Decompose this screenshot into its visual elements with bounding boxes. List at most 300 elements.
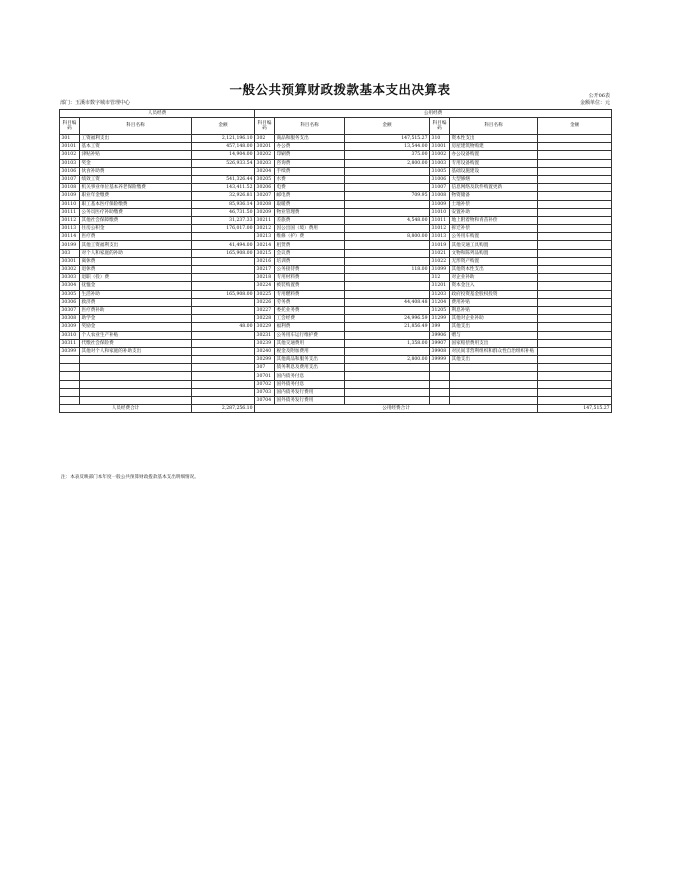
cell-name: 土地补偿 (450, 200, 538, 208)
cell-amount (538, 233, 612, 241)
cell-code (60, 364, 80, 372)
cell-amount (192, 397, 255, 405)
cell-name: 水费 (275, 175, 345, 183)
cell-name: 公务用车运行维护费 (275, 331, 345, 339)
cell-name: 公务接待费 (275, 266, 345, 274)
cell-code: 30113 (60, 225, 80, 233)
cell-code: 30114 (60, 233, 80, 241)
cell-name: 退休费 (80, 266, 192, 274)
cell-name: 职工基本医疗保险缴费 (80, 200, 192, 208)
cell-name: 劳务费 (275, 298, 345, 306)
cell-code: 30109 (60, 192, 80, 200)
cell-amount (345, 200, 430, 208)
cell-amount (345, 184, 430, 192)
cell-amount: 118.00 (345, 266, 430, 274)
cell-name: 津贴补贴 (80, 151, 192, 159)
cell-code: 31021 (430, 249, 450, 257)
cell-amount (538, 347, 612, 355)
cell-name: 代缴社会保险费 (80, 339, 192, 347)
cell-code: 30231 (255, 331, 275, 339)
table-row (60, 143, 612, 151)
cell-code: 30225 (255, 290, 275, 298)
cell-code: 30310 (60, 331, 80, 339)
table-row (60, 257, 612, 265)
cell-amount (345, 380, 430, 388)
cell-amount (538, 200, 612, 208)
cell-name: 专用设备购置 (450, 159, 538, 167)
table-row (60, 151, 612, 159)
cell-name (450, 380, 538, 388)
cell-amount (538, 175, 612, 183)
cell-amount (192, 388, 255, 396)
cell-amount: 85,936.14 (192, 200, 255, 208)
cell-name: 抚恤金 (80, 282, 192, 290)
cell-name: 大型修缮 (450, 175, 538, 183)
cell-code: 302 (255, 135, 275, 143)
cell-code (430, 372, 450, 380)
cell-amount (538, 257, 612, 265)
cell-amount (538, 290, 612, 298)
cell-code: 310 (430, 135, 450, 143)
col-header-code: 科目编码 (430, 118, 450, 135)
cell-name (80, 364, 192, 372)
cell-amount (345, 397, 430, 405)
cell-name: 其他商品和服务支出 (275, 356, 345, 364)
cell-name (80, 388, 192, 396)
cell-amount (345, 388, 430, 396)
cell-name: 其他对个人和家庭的补助支出 (80, 347, 192, 355)
cell-amount (538, 331, 612, 339)
cell-name: 利息补贴 (450, 306, 538, 314)
cell-amount (345, 364, 430, 372)
unit-label: 金额单位：元 (579, 100, 610, 106)
cell-code: 39908 (430, 347, 450, 355)
col-header-amount: 金额 (192, 118, 255, 135)
cell-name: 奖励金 (80, 323, 192, 331)
table-row (60, 356, 612, 364)
cell-code: 30239 (255, 339, 275, 347)
cell-name: 政府投资基金股权投资 (450, 290, 538, 298)
cell-amount (192, 356, 255, 364)
cell-code: 31019 (430, 241, 450, 249)
cell-code (430, 380, 450, 388)
table-row (60, 290, 612, 298)
cell-name: 税金及附加费用 (275, 347, 345, 355)
cell-code: 30214 (255, 241, 275, 249)
cell-name: 被装购置费 (275, 282, 345, 290)
cell-name: 物业管理费 (275, 208, 345, 216)
cell-name: 其他交通费用 (275, 339, 345, 347)
cell-code: 39907 (430, 339, 450, 347)
cell-name: 房屋建筑物购建 (450, 143, 538, 151)
cell-name (80, 380, 192, 388)
cell-code: 30199 (60, 241, 80, 249)
cell-code: 31007 (430, 184, 450, 192)
cell-code (60, 397, 80, 405)
cell-code: 30204 (255, 167, 275, 175)
cell-code: 30704 (255, 397, 275, 405)
table-row (60, 192, 612, 200)
cell-amount: 8,800.00 (345, 233, 430, 241)
cell-name: 医疗费补助 (80, 306, 192, 314)
cell-name: 其他工资福利支出 (80, 241, 192, 249)
cell-amount (538, 167, 612, 175)
cell-amount (538, 388, 612, 396)
cell-amount (192, 298, 255, 306)
cell-amount (345, 372, 430, 380)
cell-code: 301 (60, 135, 80, 143)
cell-code: 312 (430, 274, 450, 282)
cell-amount (538, 298, 612, 306)
cell-amount: 31,237.33 (192, 216, 255, 224)
cell-name: 退职（役）费 (80, 274, 192, 282)
cell-amount (192, 282, 255, 290)
cell-name: 邮电费 (275, 192, 345, 200)
cell-name (450, 388, 538, 396)
cell-name: 对民间非营利组织和群众性自治组织补贴 (450, 347, 538, 355)
cell-code: 31001 (430, 143, 450, 151)
cell-code: 30106 (60, 167, 80, 175)
cell-name: 基础设施建设 (450, 167, 538, 175)
cell-amount (345, 175, 430, 183)
cell-amount: 4,548.00 (345, 216, 430, 224)
cell-code: 31006 (430, 175, 450, 183)
cell-code: 30307 (60, 306, 80, 314)
cell-amount (538, 323, 612, 331)
cell-code: 31005 (430, 167, 450, 175)
header-row-groups (60, 110, 612, 118)
cell-name: 机关事业单位基本养老保险缴费 (80, 184, 192, 192)
cell-code: 31013 (430, 233, 450, 241)
cell-amount (538, 208, 612, 216)
cell-amount (345, 208, 430, 216)
cell-amount (538, 192, 612, 200)
cell-name: 文物和陈列品购置 (450, 249, 538, 257)
cell-name: 工会经费 (275, 315, 345, 323)
cell-code: 30203 (255, 159, 275, 167)
cell-name: 专用材料费 (275, 274, 345, 282)
cell-name: 无形资产购置 (450, 257, 538, 265)
cell-name: 维修（护）费 (275, 233, 345, 241)
cell-name: 对企业补助 (450, 274, 538, 282)
cell-amount (345, 167, 430, 175)
cell-amount (192, 372, 255, 380)
cell-name: 地上附着物和青苗补偿 (450, 216, 538, 224)
cell-name: 办公费 (275, 143, 345, 151)
cell-code: 30306 (60, 298, 80, 306)
cell-name: 其他交通工具购置 (450, 241, 538, 249)
cell-name: 咨询费 (275, 159, 345, 167)
cell-amount: 13,544.00 (345, 143, 430, 151)
cell-name: 国内债务付息 (275, 372, 345, 380)
footnote: 注：本表反映部门本年度一般公共预算财政拨款基本支出明细情况。 (61, 475, 199, 480)
totals-row (60, 405, 612, 413)
cell-amount: 14,904.00 (192, 151, 255, 159)
cell-name: 债务利息及费用支出 (275, 364, 345, 372)
cell-name: 费用补贴 (450, 298, 538, 306)
cell-amount: 541,326.44 (192, 175, 255, 183)
cell-code: 30308 (60, 315, 80, 323)
cell-code: 30202 (255, 151, 275, 159)
cell-code: 31008 (430, 192, 450, 200)
table-row (60, 274, 612, 282)
cell-name: 生活补助 (80, 290, 192, 298)
cell-code (430, 364, 450, 372)
cell-name: 专用燃料费 (275, 290, 345, 298)
cell-name: 因公出国（境）费用 (275, 225, 345, 233)
cell-amount: 165,908.00 (192, 290, 255, 298)
cell-amount (192, 364, 255, 372)
cell-amount (538, 249, 612, 257)
cell-name (80, 397, 192, 405)
cell-name: 信息网络及软件购置更新 (450, 184, 538, 192)
cell-name: 福利费 (275, 323, 345, 331)
cell-code: 39999 (430, 356, 450, 364)
cell-code: 30240 (255, 347, 275, 355)
cell-code: 30206 (255, 184, 275, 192)
cell-name: 其他支出 (450, 356, 538, 364)
col-header-amount: 金额 (345, 118, 430, 135)
cell-name (450, 372, 538, 380)
col-header-name: 科目名称 (450, 118, 538, 135)
cell-amount: 526,933.54 (192, 159, 255, 167)
cell-amount: 375.00 (345, 151, 430, 159)
table-row (60, 135, 612, 143)
cell-amount (192, 233, 255, 241)
cell-amount (538, 216, 612, 224)
cell-code: 30209 (255, 208, 275, 216)
table-row (60, 241, 612, 249)
cell-amount: 457,148.00 (192, 143, 255, 151)
cell-name: 奖金 (80, 159, 192, 167)
cell-amount (538, 266, 612, 274)
cell-amount (192, 257, 255, 265)
header-row-columns (60, 118, 612, 135)
cell-name: 助学金 (80, 315, 192, 323)
cell-code (430, 388, 450, 396)
cell-code: 30201 (255, 143, 275, 151)
cell-amount: 2,800.00 (345, 356, 430, 364)
cell-amount: 2,121,196.10 (192, 135, 255, 143)
cell-code (60, 380, 80, 388)
cell-name: 国外债务付息 (275, 380, 345, 388)
cell-code: 31205 (430, 306, 450, 314)
cell-code: 30110 (60, 200, 80, 208)
public-group-header: 公用经费 (255, 110, 612, 118)
table-row (60, 298, 612, 306)
report-title: 一般公共预算财政拨款基本支出决算表 (229, 82, 451, 97)
table-row (60, 380, 612, 388)
cell-name: 资本性支出 (450, 135, 538, 143)
cell-name: 委托业务费 (275, 306, 345, 314)
cell-name: 离休费 (80, 257, 192, 265)
cell-code (60, 388, 80, 396)
cell-amount (192, 167, 255, 175)
cell-code: 303 (60, 249, 80, 257)
form-code: 公开06表 (588, 93, 610, 99)
cell-amount (538, 225, 612, 233)
cell-code: 30302 (60, 266, 80, 274)
cell-code: 30305 (60, 290, 80, 298)
table-row (60, 167, 612, 175)
cell-name: 手续费 (275, 167, 345, 175)
cell-name: 商品和服务支出 (275, 135, 345, 143)
cell-code: 30226 (255, 298, 275, 306)
cell-amount (538, 274, 612, 282)
cell-amount: 709.95 (345, 192, 430, 200)
cell-code: 31201 (430, 282, 450, 290)
table-row (60, 347, 612, 355)
cell-amount (345, 225, 430, 233)
table-row (60, 233, 612, 241)
cell-name: 办公设备购置 (450, 151, 538, 159)
cell-amount (538, 356, 612, 364)
cell-amount (538, 339, 612, 347)
cell-code: 31010 (430, 208, 450, 216)
cell-name: 取暖费 (275, 200, 345, 208)
col-header-name: 科目名称 (275, 118, 345, 135)
col-header-name: 科目名称 (80, 118, 192, 135)
table-row (60, 175, 612, 183)
cell-amount (345, 290, 430, 298)
table-row (60, 249, 612, 257)
cell-name: 其他对企业补助 (450, 315, 538, 323)
cell-amount (538, 159, 612, 167)
cell-code (60, 356, 80, 364)
cell-code: 30213 (255, 233, 275, 241)
cell-code: 39906 (430, 331, 450, 339)
cell-amount (345, 347, 430, 355)
cell-amount: 41,494.00 (192, 241, 255, 249)
cell-name: 拆迁补偿 (450, 225, 538, 233)
table-row (60, 397, 612, 405)
personnel-group-header: 人员经费 (60, 110, 255, 118)
cell-name: 其他支出 (450, 323, 538, 331)
table-row (60, 282, 612, 290)
cell-name: 工资福利支出 (80, 135, 192, 143)
cell-code: 31204 (430, 298, 450, 306)
cell-name: 对个人和家庭的补助 (80, 249, 192, 257)
cell-amount (538, 364, 612, 372)
cell-amount: 1,358.00 (345, 339, 430, 347)
col-header-amount: 金额 (538, 118, 612, 135)
cell-code: 31011 (430, 216, 450, 224)
table-row (60, 306, 612, 314)
cell-amount: 165,908.00 (192, 249, 255, 257)
cell-code: 31299 (430, 315, 450, 323)
cell-name: 其他资本性支出 (450, 266, 538, 274)
cell-code: 30229 (255, 323, 275, 331)
cell-code: 30227 (255, 306, 275, 314)
cell-name (80, 372, 192, 380)
public-total-label: 公用经费合计 (255, 405, 538, 413)
table-row (60, 339, 612, 347)
cell-name: 医疗费 (80, 233, 192, 241)
cell-amount (538, 135, 612, 143)
cell-code: 30207 (255, 192, 275, 200)
cell-name: 安置补助 (450, 208, 538, 216)
cell-amount: 21,856.49 (345, 323, 430, 331)
cell-amount (345, 241, 430, 249)
cell-name: 公务员医疗补助缴费 (80, 208, 192, 216)
cell-amount: 24,996.59 (345, 315, 430, 323)
col-header-code: 科目编码 (255, 118, 275, 135)
cell-code: 30702 (255, 380, 275, 388)
personnel-total-label: 人员经费合计 (60, 405, 192, 413)
cell-code: 399 (430, 323, 450, 331)
cell-code: 30205 (255, 175, 275, 183)
cell-code: 30701 (255, 372, 275, 380)
table-row (60, 266, 612, 274)
cell-amount: 32,926.81 (192, 192, 255, 200)
cell-amount (192, 339, 255, 347)
cell-amount (345, 257, 430, 265)
department-label: 部门：玉溪市数字城市管理中心 (60, 100, 131, 106)
table-row (60, 184, 612, 192)
cell-amount (345, 282, 430, 290)
cell-amount (538, 315, 612, 323)
cell-code: 30103 (60, 159, 80, 167)
cell-name: 电费 (275, 184, 345, 192)
table-row (60, 388, 612, 396)
cell-amount (192, 274, 255, 282)
cell-code: 30301 (60, 257, 80, 265)
cell-name: 差旅费 (275, 216, 345, 224)
cell-name: 国家赔偿费用支出 (450, 339, 538, 347)
cell-amount (345, 306, 430, 314)
table-row (60, 225, 612, 233)
cell-name (450, 397, 538, 405)
cell-name: 个人农业生产补贴 (80, 331, 192, 339)
cell-name: 公务用车购置 (450, 233, 538, 241)
cell-code: 30208 (255, 200, 275, 208)
cell-code: 30111 (60, 208, 80, 216)
personnel-total-value: 2,287,256.10 (192, 405, 255, 413)
cell-code: 31022 (430, 257, 450, 265)
cell-code: 30212 (255, 225, 275, 233)
cell-name: 培训费 (275, 257, 345, 265)
cell-name: 租赁费 (275, 241, 345, 249)
table-row (60, 216, 612, 224)
cell-amount (192, 380, 255, 388)
cell-name: 物资储备 (450, 192, 538, 200)
cell-amount: 44,408.48 (345, 298, 430, 306)
cell-amount (345, 249, 430, 257)
cell-code: 30102 (60, 151, 80, 159)
cell-code: 30299 (255, 356, 275, 364)
cell-amount (538, 306, 612, 314)
cell-name: 伙食补助费 (80, 167, 192, 175)
cell-amount: 176,017.00 (192, 225, 255, 233)
cell-amount (538, 380, 612, 388)
table-row (60, 208, 612, 216)
cell-name: 赠与 (450, 331, 538, 339)
cell-code: 30399 (60, 347, 80, 355)
cell-code: 30112 (60, 216, 80, 224)
cell-name (80, 356, 192, 364)
cell-name: 基本工资 (80, 143, 192, 151)
cell-amount: 2,800.00 (345, 159, 430, 167)
cell-code: 30108 (60, 184, 80, 192)
table-row (60, 364, 612, 372)
cell-amount (192, 266, 255, 274)
cell-amount: 143,411.52 (192, 184, 255, 192)
cell-name: 其他社会保障缴费 (80, 216, 192, 224)
cell-amount: 48.00 (192, 323, 255, 331)
cell-amount (538, 184, 612, 192)
public-total-value: 147,515.27 (538, 405, 612, 413)
cell-amount (538, 397, 612, 405)
